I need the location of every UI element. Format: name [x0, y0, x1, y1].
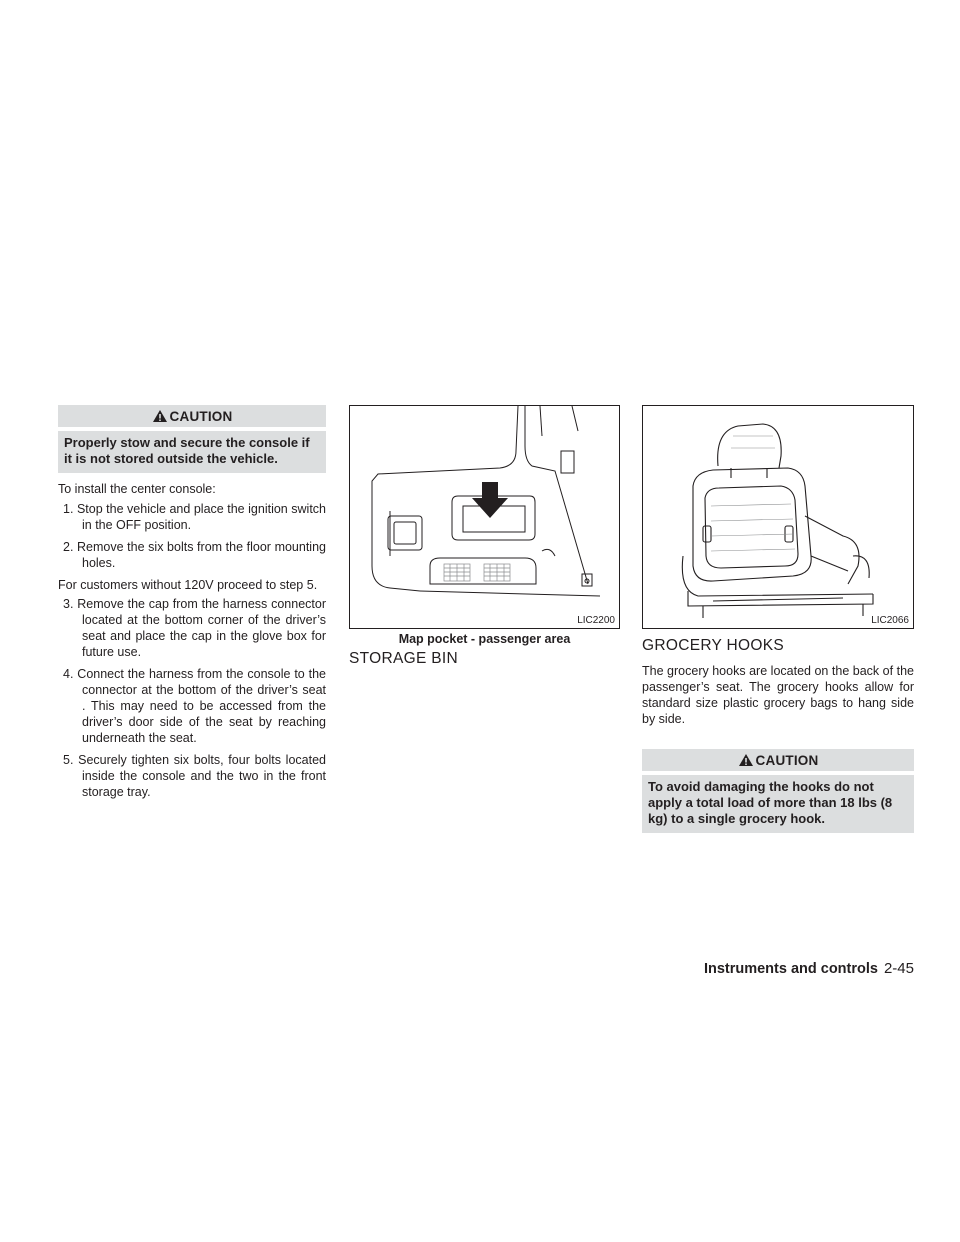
figure-code: LIC2200: [577, 615, 615, 626]
seat-figure: [642, 405, 914, 629]
step-item: 2. Remove the six bolts from the floor mounting holes.: [63, 540, 326, 570]
step-item: 3. Remove the cap from the harness connector located at the bottom corner of the driver’s seat and place the cap in the glove box for future use.: [63, 597, 326, 659]
steps-list-b: [58, 596, 326, 800]
note-text: For customers without 120V proceed to step 5.: [58, 578, 318, 592]
grocery-hooks-body: The grocery hooks are located on the back of the passenger’s seat. The grocery hooks allow for standard size plastic grocery bags to hang side by side.: [642, 664, 914, 726]
caution-header: [58, 405, 326, 427]
page-number: 2-45: [883, 960, 914, 977]
section-heading-storage-bin: STORAGE BIN: [349, 650, 458, 667]
footer-section-title: Instruments and controls: [703, 961, 878, 977]
step-item: 1. Stop the vehicle and place the ignition switch in the OFF position.: [63, 502, 326, 532]
left-column: [58, 405, 326, 800]
map-pocket-illustration: [350, 406, 619, 628]
step-item: 4. Connect the harness from the console to the connector at the bottom of the driver’s seat . This may need to be accessed from the driver’s door side of the seat by reaching underneath the seat.: [63, 667, 326, 745]
caution-text: To avoid damaging the hooks do not apply a total load of more than 18 lbs (8 kg) to a single grocery hook.: [642, 775, 914, 833]
steps-list-a: [58, 501, 326, 571]
figure-code: LIC2066: [871, 615, 909, 626]
seat-illustration: [643, 406, 913, 628]
figure-caption: Map pocket - passenger area: [398, 632, 571, 646]
section-heading-grocery-hooks: GROCERY HOOKS: [642, 637, 784, 654]
right-column-text: [642, 637, 914, 833]
map-pocket-figure: [349, 405, 620, 629]
caution-title: CAUTION: [169, 408, 233, 424]
caution-title: CAUTION: [755, 752, 819, 768]
warning-icon: [738, 753, 754, 767]
step-item: 5. Securely tighten six bolts, four bolts located inside the console and the two in the front storage tray.: [63, 753, 326, 799]
warning-icon: [152, 409, 168, 423]
intro-text: To install the center console:: [58, 482, 216, 496]
caution-header: [642, 749, 914, 771]
page-footer: [640, 960, 914, 977]
caution-text: Properly stow and secure the console if it is not stored outside the vehicle.: [58, 431, 326, 473]
down-arrow-icon: [472, 482, 508, 518]
